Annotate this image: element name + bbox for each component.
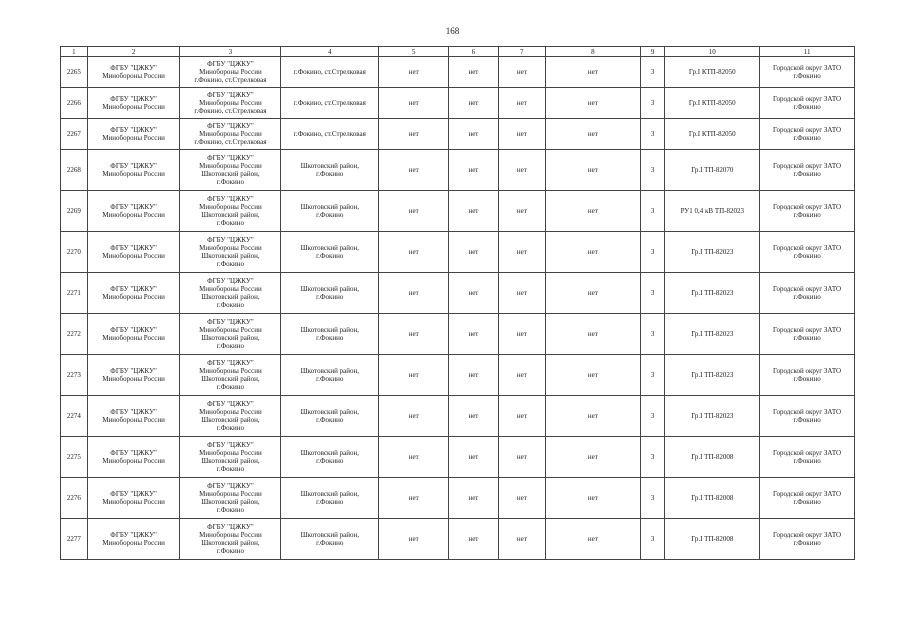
col6-cell: нет xyxy=(449,519,498,560)
col6-cell: нет xyxy=(449,57,498,88)
holder-cell-line: Шкотовский район, xyxy=(201,539,260,547)
holder-cell xyxy=(180,232,281,273)
address-cell-line: г.Фокино, ст.Стрелковая xyxy=(293,68,366,76)
address-cell-line: г.Фокино xyxy=(316,334,344,342)
column-header: 1 xyxy=(61,47,88,57)
col6-cell: нет xyxy=(449,355,498,396)
district-cell-line: г.Фокино xyxy=(793,170,821,178)
address-cell-line: Шкотовский район, xyxy=(300,490,359,498)
district-cell xyxy=(760,191,855,232)
col7-cell: нет xyxy=(498,150,545,191)
holder-cell-line: ФГБУ "ЦЖКУ" xyxy=(207,482,254,490)
holder-cell xyxy=(180,57,281,88)
col8-cell: нет xyxy=(545,232,640,273)
holder-cell-line: г.Фокино xyxy=(216,506,245,514)
table-row xyxy=(61,150,855,191)
table-body xyxy=(61,57,855,560)
address-cell xyxy=(281,314,379,355)
owner-cell-line: ФГБУ "ЦЖКУ" xyxy=(110,490,157,498)
owner-cell-line: ФГБУ "ЦЖКУ" xyxy=(110,449,157,457)
holder-cell-line: Шкотовский район, xyxy=(201,457,260,465)
table-row xyxy=(61,191,855,232)
col5-cell: нет xyxy=(379,232,449,273)
holder-cell-line: Минобороны России xyxy=(199,326,262,334)
col8-cell: нет xyxy=(545,519,640,560)
col8-cell: нет xyxy=(545,119,640,150)
source-cell: Гр.I КТП-82050 xyxy=(665,57,760,88)
column-header: 5 xyxy=(379,47,449,57)
district-cell-line: г.Фокино xyxy=(793,134,821,142)
district-cell-line: г.Фокино xyxy=(793,103,821,111)
holder-cell-line: г.Фокино, ст.Стрелковая xyxy=(194,76,267,84)
holder-cell-line: ФГБУ "ЦЖКУ" xyxy=(207,60,254,68)
row-number-cell: 2277 xyxy=(61,519,88,560)
holder-cell-line: Шкотовский район, xyxy=(201,211,260,219)
col7-cell: нет xyxy=(498,88,545,119)
col6-cell: нет xyxy=(449,437,498,478)
source-cell: Гр.I ТП-82023 xyxy=(665,314,760,355)
col5-cell: нет xyxy=(379,519,449,560)
district-cell-line: Городской округ ЗАТО xyxy=(773,449,842,457)
address-cell-line: г.Фокино xyxy=(316,293,344,301)
holder-cell-line: ФГБУ "ЦЖКУ" xyxy=(207,195,254,203)
page-number: 168 xyxy=(445,26,460,36)
district-cell-line: г.Фокино xyxy=(793,252,821,260)
col6-cell: нет xyxy=(449,314,498,355)
district-cell-line: Городской округ ЗАТО xyxy=(773,95,842,103)
source-cell: Гр.I КТП-82050 xyxy=(665,119,760,150)
col5-cell: нет xyxy=(379,150,449,191)
holder-cell-line: Минобороны России xyxy=(199,244,262,252)
holder-cell xyxy=(180,478,281,519)
holder-cell-line: Минобороны России xyxy=(199,285,262,293)
owner-cell xyxy=(87,437,180,478)
col8-cell: нет xyxy=(545,88,640,119)
owner-cell-line: ФГБУ "ЦЖКУ" xyxy=(110,126,157,134)
row-number-cell: 2265 xyxy=(61,57,88,88)
col6-cell: нет xyxy=(449,478,498,519)
address-cell-line: Шкотовский район, xyxy=(300,326,359,334)
holder-cell-line: Шкотовский район, xyxy=(201,252,260,260)
column-header: 8 xyxy=(545,47,640,57)
holder-cell-line: Шкотовский район, xyxy=(201,293,260,301)
holder-cell-line: Минобороны России xyxy=(199,408,262,416)
holder-cell-line: ФГБУ "ЦЖКУ" xyxy=(207,318,254,326)
holder-cell xyxy=(180,150,281,191)
district-cell-line: г.Фокино xyxy=(793,498,821,506)
column-header: 7 xyxy=(498,47,545,57)
column-header: 4 xyxy=(281,47,379,57)
owner-cell xyxy=(87,150,180,191)
district-cell-line: Городской округ ЗАТО xyxy=(773,531,842,539)
address-cell-line: г.Фокино, ст.Стрелковая xyxy=(293,130,366,138)
holder-cell xyxy=(180,273,281,314)
row-number-cell: 2271 xyxy=(61,273,88,314)
district-cell-line: г.Фокино xyxy=(793,293,821,301)
col5-cell: нет xyxy=(379,437,449,478)
owner-cell xyxy=(87,314,180,355)
col7-cell: нет xyxy=(498,119,545,150)
row-number-cell: 2269 xyxy=(61,191,88,232)
address-cell-line: г.Фокино xyxy=(316,375,344,383)
col9-cell: 3 xyxy=(640,119,665,150)
col8-cell: нет xyxy=(545,355,640,396)
owner-cell-line: ФГБУ "ЦЖКУ" xyxy=(110,367,157,375)
address-cell xyxy=(281,191,379,232)
holder-cell-line: ФГБУ "ЦЖКУ" xyxy=(207,277,254,285)
address-cell-line: г.Фокино xyxy=(316,211,344,219)
district-cell-line: Городской округ ЗАТО xyxy=(773,244,842,252)
col7-cell: нет xyxy=(498,314,545,355)
holder-cell-line: г.Фокино xyxy=(216,465,245,473)
source-cell: Гр.I ТП-82008 xyxy=(665,519,760,560)
col7-cell: нет xyxy=(498,437,545,478)
owner-cell-line: Минобороны России xyxy=(102,170,165,178)
owner-cell-line: ФГБУ "ЦЖКУ" xyxy=(110,95,157,103)
source-cell: Гр.I ТП-82008 xyxy=(665,478,760,519)
holder-cell-line: г.Фокино xyxy=(216,424,245,432)
holder-cell-line: Шкотовский район, xyxy=(201,375,260,383)
holder-cell-line: ФГБУ "ЦЖКУ" xyxy=(207,236,254,244)
holder-cell-line: г.Фокино xyxy=(216,219,245,227)
row-number-cell: 2266 xyxy=(61,88,88,119)
address-cell xyxy=(281,396,379,437)
col8-cell: нет xyxy=(545,57,640,88)
address-cell xyxy=(281,519,379,560)
holder-cell-line: ФГБУ "ЦЖКУ" xyxy=(207,400,254,408)
district-cell-line: Городской округ ЗАТО xyxy=(773,126,842,134)
owner-cell-line: Минобороны России xyxy=(102,211,165,219)
district-cell-line: Городской округ ЗАТО xyxy=(773,203,842,211)
col7-cell: нет xyxy=(498,519,545,560)
registry-table xyxy=(60,46,855,560)
district-cell-line: Городской округ ЗАТО xyxy=(773,326,842,334)
table-header xyxy=(61,47,855,57)
holder-cell-line: Минобороны России xyxy=(199,162,262,170)
row-number-cell: 2275 xyxy=(61,437,88,478)
col9-cell: 3 xyxy=(640,355,665,396)
source-cell: Гр.I ТП-82023 xyxy=(665,355,760,396)
district-cell xyxy=(760,273,855,314)
holder-cell-line: Шкотовский район, xyxy=(201,170,260,178)
column-header: 2 xyxy=(87,47,180,57)
owner-cell-line: Минобороны России xyxy=(102,293,165,301)
col9-cell: 3 xyxy=(640,88,665,119)
col5-cell: нет xyxy=(379,355,449,396)
district-cell xyxy=(760,519,855,560)
col9-cell: 3 xyxy=(640,314,665,355)
owner-cell-line: Минобороны России xyxy=(102,539,165,547)
address-cell-line: Шкотовский район, xyxy=(300,449,359,457)
address-cell xyxy=(281,88,379,119)
row-number-cell: 2272 xyxy=(61,314,88,355)
district-cell-line: г.Фокино xyxy=(793,72,821,80)
col8-cell: нет xyxy=(545,396,640,437)
owner-cell xyxy=(87,396,180,437)
source-cell: Гр.I ТП-82023 xyxy=(665,232,760,273)
address-cell xyxy=(281,150,379,191)
table-row xyxy=(61,88,855,119)
holder-cell xyxy=(180,119,281,150)
holder-cell-line: ФГБУ "ЦЖКУ" xyxy=(207,122,254,130)
row-number-cell: 2267 xyxy=(61,119,88,150)
holder-cell-line: г.Фокино xyxy=(216,260,245,268)
col5-cell: нет xyxy=(379,396,449,437)
col9-cell: 3 xyxy=(640,57,665,88)
holder-cell-line: г.Фокино xyxy=(216,383,245,391)
owner-cell-line: ФГБУ "ЦЖКУ" xyxy=(110,326,157,334)
address-cell-line: Шкотовский район, xyxy=(300,285,359,293)
owner-cell-line: Минобороны России xyxy=(102,72,165,80)
holder-cell xyxy=(180,191,281,232)
col9-cell: 3 xyxy=(640,519,665,560)
owner-cell xyxy=(87,519,180,560)
col6-cell: нет xyxy=(449,232,498,273)
address-cell-line: г.Фокино xyxy=(316,498,344,506)
col8-cell: нет xyxy=(545,273,640,314)
holder-cell xyxy=(180,88,281,119)
col8-cell: нет xyxy=(545,437,640,478)
table-row xyxy=(61,232,855,273)
holder-cell-line: Шкотовский район, xyxy=(201,498,260,506)
address-cell-line: г.Фокино xyxy=(316,252,344,260)
owner-cell-line: ФГБУ "ЦЖКУ" xyxy=(110,203,157,211)
row-number-cell: 2268 xyxy=(61,150,88,191)
table-row xyxy=(61,396,855,437)
district-cell xyxy=(760,232,855,273)
holder-cell-line: г.Фокино, ст.Стрелковая xyxy=(194,107,267,115)
owner-cell-line: ФГБУ "ЦЖКУ" xyxy=(110,162,157,170)
column-header: 10 xyxy=(665,47,760,57)
col9-cell: 3 xyxy=(640,191,665,232)
district-cell-line: г.Фокино xyxy=(793,416,821,424)
district-cell xyxy=(760,396,855,437)
col5-cell: нет xyxy=(379,314,449,355)
col9-cell: 3 xyxy=(640,396,665,437)
address-cell-line: Шкотовский район, xyxy=(300,162,359,170)
owner-cell-line: ФГБУ "ЦЖКУ" xyxy=(110,64,157,72)
holder-cell-line: ФГБУ "ЦЖКУ" xyxy=(207,523,254,531)
district-cell-line: г.Фокино xyxy=(793,375,821,383)
col9-cell: 3 xyxy=(640,437,665,478)
district-cell xyxy=(760,355,855,396)
col5-cell: нет xyxy=(379,478,449,519)
address-cell-line: г.Фокино xyxy=(316,170,344,178)
owner-cell-line: ФГБУ "ЦЖКУ" xyxy=(110,244,157,252)
owner-cell xyxy=(87,232,180,273)
holder-cell xyxy=(180,519,281,560)
address-cell-line: Шкотовский район, xyxy=(300,408,359,416)
column-header: 3 xyxy=(180,47,281,57)
table-row xyxy=(61,355,855,396)
holder-cell-line: Минобороны России xyxy=(199,130,262,138)
col5-cell: нет xyxy=(379,57,449,88)
district-cell-line: Городской округ ЗАТО xyxy=(773,408,842,416)
col9-cell: 3 xyxy=(640,478,665,519)
col8-cell: нет xyxy=(545,150,640,191)
source-cell: Гр.I ТП-82008 xyxy=(665,437,760,478)
holder-cell-line: Минобороны России xyxy=(199,531,262,539)
table-row xyxy=(61,273,855,314)
owner-cell xyxy=(87,119,180,150)
holder-cell-line: г.Фокино, ст.Стрелковая xyxy=(194,138,267,146)
district-cell-line: г.Фокино xyxy=(793,539,821,547)
address-cell-line: г.Фокино xyxy=(316,457,344,465)
owner-cell-line: Минобороны России xyxy=(102,416,165,424)
address-cell-line: Шкотовский район, xyxy=(300,244,359,252)
owner-cell-line: Минобороны России xyxy=(102,252,165,260)
owner-cell-line: ФГБУ "ЦЖКУ" xyxy=(110,285,157,293)
district-cell-line: Городской округ ЗАТО xyxy=(773,64,842,72)
owner-cell-line: Минобороны России xyxy=(102,498,165,506)
district-cell-line: Городской округ ЗАТО xyxy=(773,367,842,375)
holder-cell xyxy=(180,314,281,355)
address-cell xyxy=(281,437,379,478)
address-cell-line: Шкотовский район, xyxy=(300,203,359,211)
district-cell xyxy=(760,437,855,478)
holder-cell-line: Минобороны России xyxy=(199,367,262,375)
table-row xyxy=(61,519,855,560)
holder-cell xyxy=(180,355,281,396)
header-row xyxy=(61,47,855,57)
column-header: 11 xyxy=(760,47,855,57)
col6-cell: нет xyxy=(449,88,498,119)
col7-cell: нет xyxy=(498,273,545,314)
col7-cell: нет xyxy=(498,232,545,273)
district-cell-line: Городской округ ЗАТО xyxy=(773,490,842,498)
holder-cell-line: г.Фокино xyxy=(216,547,245,555)
address-cell-line: г.Фокино, ст.Стрелковая xyxy=(293,99,366,107)
col8-cell: нет xyxy=(545,191,640,232)
holder-cell-line: Минобороны России xyxy=(199,203,262,211)
col5-cell: нет xyxy=(379,273,449,314)
district-cell-line: г.Фокино xyxy=(793,211,821,219)
col5-cell: нет xyxy=(379,88,449,119)
row-number-cell: 2274 xyxy=(61,396,88,437)
row-number-cell: 2276 xyxy=(61,478,88,519)
address-cell-line: г.Фокино xyxy=(316,539,344,547)
holder-cell-line: ФГБУ "ЦЖКУ" xyxy=(207,91,254,99)
owner-cell-line: Минобороны России xyxy=(102,457,165,465)
holder-cell-line: г.Фокино xyxy=(216,178,245,186)
address-cell xyxy=(281,478,379,519)
owner-cell xyxy=(87,478,180,519)
address-cell-line: Шкотовский район, xyxy=(300,367,359,375)
district-cell xyxy=(760,314,855,355)
holder-cell-line: г.Фокино xyxy=(216,342,245,350)
owner-cell xyxy=(87,273,180,314)
col9-cell: 3 xyxy=(640,273,665,314)
row-number-cell: 2270 xyxy=(61,232,88,273)
district-cell-line: Городской округ ЗАТО xyxy=(773,162,842,170)
source-cell: Гр.I ТП-82070 xyxy=(665,150,760,191)
district-cell xyxy=(760,150,855,191)
address-cell xyxy=(281,119,379,150)
column-header: 9 xyxy=(640,47,665,57)
district-cell-line: г.Фокино xyxy=(793,457,821,465)
table-row xyxy=(61,314,855,355)
col7-cell: нет xyxy=(498,396,545,437)
owner-cell-line: Минобороны России xyxy=(102,375,165,383)
col9-cell: 3 xyxy=(640,232,665,273)
owner-cell-line: Минобороны России xyxy=(102,334,165,342)
table-row xyxy=(61,57,855,88)
holder-cell-line: Шкотовский район, xyxy=(201,416,260,424)
address-cell-line: г.Фокино xyxy=(316,416,344,424)
holder-cell-line: ФГБУ "ЦЖКУ" xyxy=(207,154,254,162)
owner-cell xyxy=(87,191,180,232)
owner-cell-line: ФГБУ "ЦЖКУ" xyxy=(110,408,157,416)
owner-cell xyxy=(87,57,180,88)
col5-cell: нет xyxy=(379,191,449,232)
source-cell: Гр.I ТП-82023 xyxy=(665,273,760,314)
table-row xyxy=(61,119,855,150)
holder-cell-line: Минобороны России xyxy=(199,68,262,76)
source-cell: Гр.I КТП-82050 xyxy=(665,88,760,119)
owner-cell-line: ФГБУ "ЦЖКУ" xyxy=(110,531,157,539)
col6-cell: нет xyxy=(449,396,498,437)
col6-cell: нет xyxy=(449,119,498,150)
col7-cell: нет xyxy=(498,355,545,396)
address-cell xyxy=(281,232,379,273)
source-cell: Гр.I ТП-82023 xyxy=(665,396,760,437)
col9-cell: 3 xyxy=(640,150,665,191)
district-cell xyxy=(760,478,855,519)
holder-cell-line: ФГБУ "ЦЖКУ" xyxy=(207,441,254,449)
holder-cell-line: Минобороны России xyxy=(199,490,262,498)
holder-cell xyxy=(180,437,281,478)
district-cell xyxy=(760,88,855,119)
district-cell-line: г.Фокино xyxy=(793,334,821,342)
holder-cell-line: г.Фокино xyxy=(216,301,245,309)
district-cell xyxy=(760,57,855,88)
district-cell-line: Городской округ ЗАТО xyxy=(773,285,842,293)
holder-cell-line: Минобороны России xyxy=(199,449,262,457)
address-cell xyxy=(281,273,379,314)
col7-cell: нет xyxy=(498,478,545,519)
col7-cell: нет xyxy=(498,191,545,232)
holder-cell-line: ФГБУ "ЦЖКУ" xyxy=(207,359,254,367)
holder-cell-line: Шкотовский район, xyxy=(201,334,260,342)
address-cell xyxy=(281,57,379,88)
row-number-cell: 2273 xyxy=(61,355,88,396)
owner-cell-line: Минобороны России xyxy=(102,134,165,142)
address-cell-line: Шкотовский район, xyxy=(300,531,359,539)
col8-cell: нет xyxy=(545,314,640,355)
owner-cell-line: Минобороны России xyxy=(102,103,165,111)
col6-cell: нет xyxy=(449,191,498,232)
col6-cell: нет xyxy=(449,273,498,314)
district-cell xyxy=(760,119,855,150)
col8-cell: нет xyxy=(545,478,640,519)
column-header: 6 xyxy=(449,47,498,57)
owner-cell xyxy=(87,88,180,119)
col6-cell: нет xyxy=(449,150,498,191)
table-row xyxy=(61,437,855,478)
owner-cell xyxy=(87,355,180,396)
col7-cell: нет xyxy=(498,57,545,88)
source-cell: РУ1 0,4 кВ ТП-82023 xyxy=(665,191,760,232)
address-cell xyxy=(281,355,379,396)
holder-cell-line: Минобороны России xyxy=(199,99,262,107)
table-row xyxy=(61,478,855,519)
col5-cell: нет xyxy=(379,119,449,150)
holder-cell xyxy=(180,396,281,437)
